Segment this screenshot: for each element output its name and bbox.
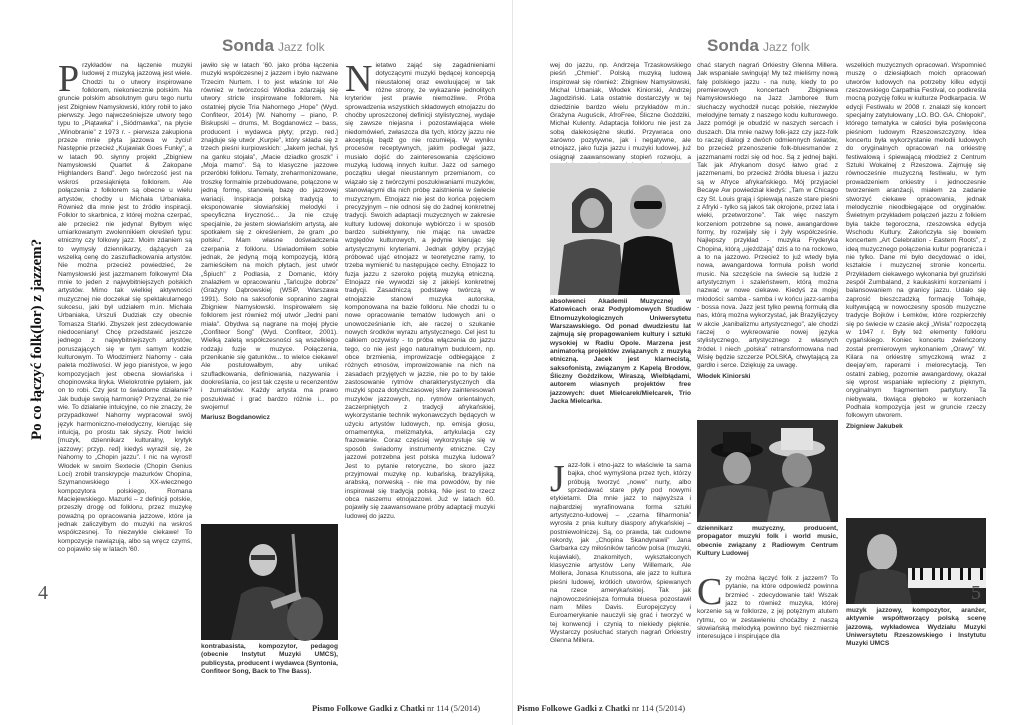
author-signature: Włodek Kiniorski [697,372,751,380]
hats-photo [697,420,838,522]
page-footer [517,703,685,713]
vertical-article-title [29,39,46,440]
section-header [222,36,325,56]
column-3 [846,62,986,514]
column-2 [697,62,838,416]
right-page [512,0,1024,725]
section-subtitle: Jazz folk [762,40,810,54]
section-header [707,36,810,56]
footer-issue: nr 114 (5/2014) [427,703,481,713]
column-text: chać starych nagrań Orkiestry Glenna Millera. Jak wspaniale swingują! My też mieliśmy nową falę polskiego jazzu - na nutę, kiedy to po premierowych koncertach Zbigniewa Namysłowskiego na Jazz Jamboree tłum słuchaczy wychodził nucąc polskie, niezwykle melodyjne tematy z naszego kodu kulturowego. Jazz pomógł je obudzić w naszych sercach i duszach. Dla mnie nazwy folk-jazz czy jazz-folk to raczej dialogi z dwóch odmiennych światów, bo przecież przenoszenie folk-bluesmanów z jazzmanami rodzi się od hoc. Są z jednej bajki. Tak jak Afrykanom dosyć łatwo grać z jazzmenami, bo przecież źródła bluesa i jazzu są w Afryce afrykańskiego. Mój przyjaciel Becaye Aw powiedział kiedyś: „Tam w Chicago czy St. Louis grają i śpiewają nasze stare pieśni z Afryki - tylko są jakoś tak okrojone, przez lata i wieki, przetworzone”. Tak więc naszym korzeniom potrzebne są nowe, awangardowe formy, by rozwijały się i żyły współcześnie. Najlepszy przykład - muzyka Fryderyka Chopina, którą „ujeżdżają” dziś a to na rockowo, a to na jazzowo. Przecież to już wtedy była nowa, awangardowa formuła polish world music. Na szczęście na świecie są ludzie z artystycznym i szaleństwem, którą można nazwać w nowe ciekawe. Kiedyś za mojej młodości: samba - samba i w końcu jazz-samba - bossa nova. Jazz jest tylko pewną formułą dla nas, którą można wykorzystać, jak Brazylijczycy w akcie „kanibalizmu artystycznego”, ale chodzi raczej o wykreowanie nowej języka stylistycznego, artystycznego z własnych źródeł. I niech „polska” retransformowana nad Wisłę będzie szczerze POLSKĄ, chwytającą za gardło i serce. Dziękuję za uwagę. [697,62,838,370]
pianist-photo [846,518,986,604]
column-text: jawiło się w latach '60. jako próba łączenia muzyki współczesnej z jazzem i było nazwane Trzecim Nurtem. I to jest właśnie to! Ale również w twórczości Włodka zdarzają się utwory stricte inspirowane folklorem. Na ostatniej płycie Tria Nahornego „Hope” (Wyd. Confiteor, 2014) [W. Nahorny – piano, P. Biskupski – drums, M. Bogdanowicz – bass, producent i wydawca płyty; przyp. red.] znajduje się utwór „Kurpie”, który składa się z trzech pieśni kurpiowskich: „Jakem jechał, tyś na ganku stojała”, „Macie dziadko groszk” i „Moja mamo”. Są to klasyczne jazzowe przeróbki folkloru. Tematy, zreharmonizowane, troszkę formalnie przebudowane, połączone w jedną formę, stanowią bazę do jazzowej wariacji. Inspiracja polską tradycją to eksponowanie słowiańskiej melodyki i specyficzna liryczność... Ja nie czuję specjalnie, że jestem słowiańskim artystą, ale spotkałem się z określeniem, że gram „po polsku”. Mam własne doświadczenia czerpania z folkloru. Uświadomiłem sobie jednak, że jedyną moją kompozycją, którą zamieściłem na moich płytach, jest utwór „Śpiuch” z Podlasia, z Domanic, który znalazłem w opracowaniu „Tańcujże dobrze” (Grażyny Dąbrowskiej (WSiP, Warszawa 1991). Solo na saksofonie sopranino zagrał Zbigniew Namysłowski. Inspirowałem się folklorem jest również mój utwór „Jedni pani miała”. Obydwa są nagrane na mojej płycie „Confiteor Song” (Wyd. Confiteor, 2001). Wielką zaletą współczesności są wszelkiego rodzaju fuzje w muzyce. Połączenia, przenikanie się gatunków... to wielce ciekawe! Ale postulowałbym, aby unikać szufladkowania, definiowania, nazywania i dookreślania, co jest tak częste u recenzentów i żurnalistów. Każdy artysta ma prawo poszukiwać i grać bardzo różnie i... po swojemu! [201,62,338,412]
caption-text: absolwenci Akademii Muzycznej w Katowicach oraz Podyplomowych Studiów Etnomuzykologicznych Uniwersytetu Warszawskiego. Od ponad dwudziestu lat zajmują się propagowaniem kultury i sztuki wysokiej w Radiu Opole. Marzena jest animatorką projektów związanych z muzyką etniczną. Jacek jest klarnecistą, saksofonistą, związanym z Kapelą Brodów, Śliczny Goździkow, Wiraszą, Wielbłądami, autorem wiasnych projektów free jazzowych: duet Mielcarek/Mielcarek, Trio Jacka Mielcarka. [550,298,691,406]
column-text: wszelkich muzycznych opracowań. Wspomnieć muszę o dziesiątkach moich opracowań utworów ludowych na potrzeby kilku edycji rzeszowskiego Carpathia Festival, co podkreśla mocną pozycję folku w kulturze Podkarpacia. W edycji Festiwalu w 2008 r. znalazł się koncert specjalny zatytułowany „LO. BO. GA. Chłopoki”, którego tematyka w całości była poświęcona pieśniom ludowym Rzeszowszczyzny. Idea koncertu była wykorzystanie melodii ludowych do oryginalnych opracowań na orkiestrę festiwalową i śpiewającą młodzież z Centrum Sztuki Wokalnej z Rzeszowa. Zajmuję się równocześnie muzyczną festiwalu, w tym prowadzeniem orkiestry i jednoczesnie tworzeniem aranżacji, miałem za zadanie stworzyć ciekawe opracowania, jednak melodycznie nieodbiegające od oryginałów. Świetnym przykładem połączeń jazzu z folkiem była także tegoroczna, rzeszowska edycja Wschodu Kultury. Zakończyła się bowiem koncertem „Art Celebration - Eastern Roots”, z ideą muzycznego połączenia kultur pogranicza i nie tylko. Dane mi było decydować o idei, kształcie i muzycznej stronie koncertu. Przykładem ciekawego wykonania był gruziński zespół Zumbaland, z kaukaskimi korzeniami i balansowaniem na granicy jazzu. Udało się zaprosić bieszczadzką formację Tołhaje, kultywującą w nowoczesny sposób muzyczne tradycje Bojków i Łemków, które rozpierzchły się po świecie w czasie akcji „Wisła” rozpoczętą w 1947 r. Były też elementy folkloru cygańskiego. Koniec koncertu zwieńczony został premierowym wykonaniem „Orawy” W. Kilara na orkiestrę smyczkową wraz z deejay'em, raperami i melorecytacją. Ten ostatni zabieg, pozornie awangardowy, okazał się wprost wspaniałe wpleciony z pięknym, oryginalnym fragmentem partytury. Ta niebywała, tkwiąca głęboko w korzeniach Podhala kompozycja jest w gruncie rzeczy folkowym utworem. [846,62,987,420]
section-title: Sonda [222,36,274,55]
bassist-photo [201,524,338,640]
caption-text: kontrabasista, kompozytor, pedagog (obecnie Instytut Muzyki UMCS), publicysta, producent i wydawca (Syntonia, Confiteor Song, Back to The Bass). [201,643,338,676]
footer-title: Pismo Folkowe Gadki z Chatki [517,703,630,713]
author-caption [697,525,838,569]
page-number: 4 [38,582,48,604]
author-signature: Zbigniew Jakubek [846,422,903,430]
caption-text: dziennikarz muzyczny, producent, propagator muzyki folk i world music, obecnie związany z Radiowym Centrum Kultury Ludowej [697,525,838,558]
author-caption [201,643,338,688]
column-text: ietatwo zająć się zagadnieniami dotyczącymi muzyki będącej koncepcją nieustalonej oraz ewoluującej w tak różne strony, że wykazanie jednolitych kryteriów jest prawie niemożliwe. Próba sprowadzenia wszystkich składowych etnojazzu do choćby uproszczonej definicji stylistycznej, wydaje się zawsze niejasna i pozostawiająca wiele niedomówień, zwłaszcza dla tych, którzy jazzu nie akceptują bądź go nie rozumieją. W wyniku procesów receptywnych, jakim podlegał jazz, musiało dojść do zainteresowania częściowo muzyką ludową innych kultur. Jazz od samego początku ulegał nieustannym przemianom, co wiązało się z twórczymi poszukiwaniami muzyków, stanowiącymi dla nich próbę zaistnienia w świecie muzycznym. Etnojazz nie jest do końca pojęciem precyzyjnym – nie odnosi się do żadnej konkretnej tradycji. Swoich adaptacji muzycznych w zakresie kultury ludowej dokonuje wybiórczo i w sposób bardzo subiektywny, nie mając na uwadze względów kulturowych, a jedynie kierując się artystycznymi kryteriami. Jednak gdyby przyjąć próbować ująć etnojazz w teoretyczne ramy, to trzeba wymienić tu następujące cechy. Etnojazz to fuzja jazzu z szeroko pojętą muzyką etniczną. Etnojazz nie wywodzi się z jakiejś konkretnej tradycji. Zasadniczą podstawę twórczą w etnojazzie stanowi muzyka autorska, komponowana na bazie folkloru. Nie chodzi tu o nowe opracowanie tematów ludowych ani o unowocześnianie ich, ale raczej o szukanie nowych środków wyrazu artystycznego. Cel jest tu całkiem oczywisty - to próba włączenia do jazzu tego, co nie jest jego naturalnym budulcem, np. obce brzmienia, improwizacje odbiegające z różnych etnosów, improwizowanie na nich na zasadach przyjętych w jazzie, nie po to by takie zastosowanie rytmów charakterystycznych dla muzyki spoza dotychczasowej sfery zainteresowań muzyków jazzowych, np. rytmów orientalnych, zaczerpniętych z tradycji afrykańskiej, wykorzystanie technik wykonawczych będących w użyciu artystów ludowych, np. emisja głosu, ornamentyka, melizmatyka, artykulacja czy frazowanie. Coraz częściej wykorzystuje się w sposób świadomy instrumenty etniczne. Czy jazzowi potrzebna jest polska muzyka ludowa? Jest to pytanie retoryczne, bo skoro jazz przyjmował muzykę np. kubańską, brazylijską, arabską, norweską - nie ma powodów, by nie inspirował się tradycją polską. Nie jest to rzecz obca naszemu etnojazzowi. Już w latach 60. pojawiły się zaawansowane próby adaptacji muzyki ludowej do jazzu. [345,62,495,520]
drop-cap: P [58,58,80,100]
column-1 [550,62,691,160]
column-2b [697,571,838,694]
author-caption [846,607,986,667]
column-1 [58,58,192,694]
column-text: zy można łączyć folk z jazzem? To pytanie, na które odpowiedź powinna brzmieć - zdecydowanie tak! Wszak jazz to również muzyka, której korzenie są w folklorze, z jej potężnym atutem rytmu, co w zestawieniu choćażby z naszą słowiańską melodyką powinno być niezmiernie interesujące i inspirujące dla [697,575,838,641]
drop-cap: C [697,571,723,613]
section-title: Sonda [707,36,759,55]
column-text: wej do jazzu, np. Andrzeja Trzaskowskiego pieśń „Chmiel”. Polską muzyką ludową inspirował się również: Zbigniew Namysłowski, Michał Urbaniak, Włodek Kiniorski, Andrzej Jagodziński. Lata ostatnie dostarczyły w tej dziedzinie bardzo wielu przykładów m.in.: Grażyna Auguścik, AfroFree, Śliczne Gożdziki, Michał Kulenty. Adaptacja folkloru nie jest za sobą dalekosiężne skutki. Przywraca ono zarówno pozytywne, jak i negatywne, ale etnojazz, jako fuzja jazzu i muzyki ludowej, już osiągnął zaawansowany stopień rozwoju, a [550,62,691,161]
drop-cap: N [345,58,373,100]
section-subtitle: Jazz folk [277,40,325,54]
couple-photo [550,163,691,295]
page-number: 5 [971,582,981,604]
column-2 [201,62,338,522]
drop-cap: J [550,458,565,500]
author-caption [550,298,691,456]
author-signature: Mariusz Bogdanowicz [201,414,270,422]
column-text: rzykładów na łączenie muzyki ludowej z muzyką jazzową jest wiele. Chodzi tu o utwory inspirowane folklorem, niekoniecznie polskim. Na gruncie polskim absolutnym guru tego nurtu jest Zbigniew Namysłowski, który robił to jako pierwszy. Jego najwcześniejsze utwory tego typu to „Piątawka” i „Siódmawka”, na płycie „Winobranie” z 1973 r. - pierwsza zakupiona przeze mnie płyta jazzowa w życiu! Następnie przecież „Kujawiak Goes Funky”, a w latach 90. słynny projekt „Zbigniew Namysłowski Quartet & Zakopane Highlanders Band”. Jego twórczość jest na wskroś przesiąknięta folklorem. Ale połączenia z folklorem są obecne u wielu artystów, choćby u Michała Urbaniaka. Również dla mnie jest to źródło inspiracji. Folklor to skarbnica, z której można czerpać, ale przecież nie jedyna! Byłbym więc umiarkowanym zwolennikiem określeń typu: etniczny czy folkowy jazz. Moim zdaniem są to wymysły dziennikarzy, dążących za wszelką cenę do zaszufladkowania artystów. Nie można przecież powiedzieć, że Namysłowski jest jazzmanem folkowym! Dla mnie to jeden z najwybitniejszych polskich artystów. Mimo tak wielkiej aktywności muzycznej nie doczekał się spektakularnego sukcesu, jaki był udziałem m.in. Michała Urbaniaka, Urszuli Dudziak czy obecnie Tomasza Stańki. Zbyszek jest zdecydowanie niedoceniany! Chcę przedstawić jeszcze jednego z najwybitniejszych artystów, poruszających się w tym samym kodzie kulturowym. To Włodzimierz Nahorny - cała paleta możliwości. W jego pianistyce, w jego kompozycjach jest obecna słowiańska i chopinowska liryka. Wielokrotnie pytałem, jak on to robi. Czy jest to świadome działanie? Jak buduje swoją harmonię? Przyznał, że nie wie. To działanie intuicyjne, co nie znaczy, że przypadkowe! Nahorny wypracował swój język harmoniczno-melodyczny, kierując się intuicją, po prostu tak słyszy. Piotr Iwicki [muzyk, dziennikarz kulturalny, krytyk jazzowy; przyp. red] kiedyś wyraził się, że Nahorny to „Chopin jazzu”. I nic na wyrost! Włodek w swoim Sextecie (Chopin Genius Loci) zrobił transkrypcje mazurków Chopina, Szymanowskiego i XX-wiecznego kompozytora polskiego, Romana Maciejewskiego. Mazurki – z definicji polskie, przeszły drogę od folkloru, przez muzykę poważną po opracowania jazzowe, które ja jednak zaliczyłbym do muzyki na wskroś współczesnej. To niezwykle ciekawe! To kompozycje nawiązują, albo są wręcz czymś, co pojawiło się w latach '60. [58,62,192,553]
caption-text: muzyk jazzowy, kompozytor, aranżer, aktywnie współtworzący polską scenę jazzową, wykładowca Wydziału Muzyki Uniwersytetu Rzeszowskiego i Instytutu Muzyki UMCS [846,607,986,648]
vertical-title-text: Po co łączyć folk(lor) z jazzem? [29,238,45,440]
footer-issue: nr 114 (5/2014) [632,703,686,713]
column-3 [345,58,495,694]
column-text: azz-folk i etno-jazz to właściwie ta sama bajka, choć wymyślona przez tych, którzy próbują tworzyć „nowe” nurty, albo sprzedawać stare płyty pod nowymi etykietami. Dla mnie jazz to najwyższa i najbardziej wyrafinowana forma sztuki artystyczno-ludowej – „czarna filharmonia” wyrosła z pnia kultury diaspory afrykańskiej – postniewolniczej. Są, co prawda, tak cudowne rekordy, jak „Chopina Skandynawii” Jana Garbarka czy miłośników tańców polsa (muzyki, kujawiaki), znakomitych, wykształconych klasycznie artystów Leny Willemark, Ale Mollera, Jonasa Knutssona, ale jazz to kultura pieśni ludowej, krótkich utworów, śpiewanych na rzece amerykańskiej. Tak jak najnowocześniejsza formuła bluesa pozostawił nam Miles Davis. Europejczycy i Euroamerykanie nauczyli się grać i tworzyć w tej konwencji i czynią to niekiedy pięknie. Wystarczy posłuchać starych nagrań Orkiestry Glenna Millera. [550,462,691,645]
page-footer [312,703,480,713]
column-1b [550,458,691,694]
footer-title: Pismo Folkowe Gadki z Chatki [312,703,425,713]
